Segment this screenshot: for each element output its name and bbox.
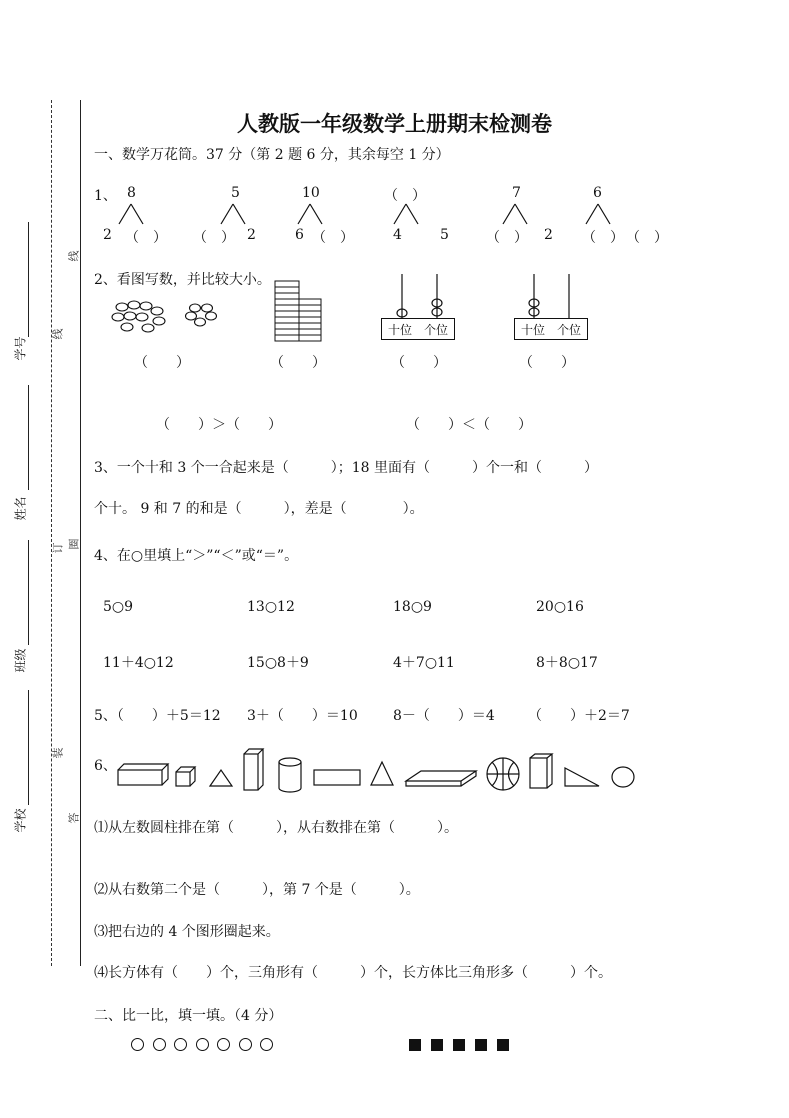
q1-right: （ ） — [626, 230, 668, 246]
compare-circle — [131, 1038, 144, 1051]
q1-branch — [393, 203, 423, 225]
q1-left: 4 — [393, 227, 402, 243]
q1-right: 2 — [544, 227, 553, 243]
q6-shapes-row — [116, 748, 638, 794]
q3-line-2: 个十。 9 和 7 的和是（ ），差是（ ）。 — [94, 501, 424, 517]
abacus-label-ones: 个位 — [557, 323, 582, 337]
shape-rectangle — [314, 770, 360, 785]
compare-square — [475, 1039, 487, 1051]
q5-item-2[interactable]: 3＋（ ）＝10 — [247, 708, 358, 724]
q4-row1-item-3[interactable]: 18○9 — [393, 599, 432, 615]
binding-solid-line — [80, 100, 81, 966]
q6-prefix: 6、 — [94, 758, 117, 774]
q1-branch — [297, 203, 327, 225]
shape-cylinder — [279, 758, 301, 792]
side-rule-4 — [28, 690, 29, 805]
q1-branch — [118, 203, 148, 225]
compare-circle — [153, 1038, 166, 1051]
shape-right-triangle — [565, 768, 599, 786]
compare-circle — [239, 1038, 252, 1051]
q1-right: 5 — [440, 227, 449, 243]
q2-answer-2[interactable]: （ ） — [270, 355, 326, 371]
seal-char-3: 订 — [51, 542, 65, 554]
q1-top: 7 — [512, 185, 521, 201]
q1-left: （ ） — [486, 230, 528, 246]
section2-heading: 二、比一比，填一填。（4 分） — [94, 1008, 283, 1024]
q2-ring-cluster-10 — [112, 300, 172, 336]
abacus-rods — [380, 272, 456, 318]
abacus-label-tens: 十位 — [521, 323, 546, 337]
q2-answer-1[interactable]: （ ） — [134, 355, 190, 371]
q4-row2-item-1[interactable]: 11＋4○12 — [103, 655, 174, 671]
q2-text: 2、看图写数，并比较大小。 — [94, 272, 271, 288]
seal-char-6: 答 — [67, 812, 81, 824]
q6-line-1: ⑴从左数圆柱排在第（ ），从右数排在第（ ）。 — [94, 820, 458, 836]
side-label-name: 姓名 — [13, 496, 28, 521]
side-label-class: 班级 — [13, 648, 28, 673]
q1-left: （ ） — [193, 230, 235, 246]
q1-branch — [502, 203, 532, 225]
q1-right: （ ） — [312, 230, 354, 246]
shape-ball — [487, 758, 519, 790]
section1-heading: 一、数学万花筒。37 分（第 2 题 6 分，其余每空 1 分） — [94, 147, 450, 163]
q1-top: （ ） — [384, 188, 426, 204]
compare-circle — [196, 1038, 209, 1051]
q6-line-3: ⑶把右边的 4 个图形圈起来。 — [94, 924, 280, 940]
binding-dashed-line-outer — [51, 100, 52, 966]
compare-square — [453, 1039, 465, 1051]
compare-circle — [217, 1038, 230, 1051]
compare-circle — [260, 1038, 273, 1051]
q2-answer-3[interactable]: （ ） — [391, 355, 447, 371]
q6-line-4: ⑷长方体有（ ）个，三角形有（ ）个，长方体比三角形多（ ）个。 — [94, 965, 612, 981]
seal-char-4: 圈 — [67, 538, 81, 550]
shape-oval — [612, 767, 634, 787]
side-rule-2 — [28, 385, 29, 490]
q2-compare-greater[interactable]: （ ）＞（ ） — [156, 417, 282, 433]
side-label-student-id: 学号 — [13, 336, 28, 361]
seal-char-2: 线 — [51, 328, 65, 340]
q4-row1-item-1[interactable]: 5○9 — [103, 599, 134, 615]
q1-branch — [220, 203, 250, 225]
q5-item-3[interactable]: 8－（ ）＝4 — [393, 708, 495, 724]
shape-triangle-2 — [371, 762, 393, 785]
q2-ring-cluster-5 — [186, 302, 220, 328]
shape-cube-small — [176, 767, 195, 786]
side-rule-1 — [28, 222, 29, 337]
q1-top: 6 — [593, 185, 602, 201]
side-rule-3 — [28, 540, 29, 645]
q4-row1-item-2[interactable]: 13○12 — [247, 599, 295, 615]
side-label-school: 学校 — [13, 808, 28, 833]
q1-right: 2 — [247, 227, 256, 243]
q1-top: 5 — [231, 185, 240, 201]
shape-cuboid-long — [118, 764, 168, 785]
q1-top: 8 — [127, 185, 136, 201]
q6-line-2: ⑵从右数第二个是（ ），第 7 个是（ ）。 — [94, 882, 420, 898]
q1-right: （ ） — [125, 230, 167, 246]
compare-square — [431, 1039, 443, 1051]
page-title: 人教版一年级数学上册期末检测卷 — [237, 111, 552, 136]
abacus-label-tens: 十位 — [388, 323, 413, 337]
q1-prefix: 1、 — [94, 188, 117, 204]
q2-answer-4[interactable]: （ ） — [519, 355, 575, 371]
q3-line-1: 3、一个十和 3 个一合起来是（ ）；18 里面有（ ）个一和（ ） — [94, 460, 598, 476]
shape-cuboid-upright — [530, 754, 552, 788]
q5-item-1[interactable]: 5、（ ）＋5＝12 — [94, 708, 221, 724]
q1-branch — [585, 203, 615, 225]
q5-item-4[interactable]: （ ）＋2＝7 — [528, 708, 630, 724]
compare-circle — [174, 1038, 187, 1051]
q1-top: 10 — [302, 185, 320, 201]
abacus-label-ones: 个位 — [424, 323, 449, 337]
q4-row2-item-4[interactable]: 8＋8○17 — [536, 655, 598, 671]
q2-compare-less[interactable]: （ ）＜（ ） — [406, 417, 532, 433]
q4-row2-item-3[interactable]: 4＋7○11 — [393, 655, 455, 671]
seal-char-1: 线 — [67, 250, 81, 262]
q2-counting-blocks — [274, 280, 324, 342]
q1-left: 2 — [103, 227, 112, 243]
q1-left: （ ） — [582, 230, 624, 246]
q1-left: 6 — [295, 227, 304, 243]
seal-char-5: 装 — [51, 747, 65, 759]
abacus-rods — [512, 272, 588, 318]
compare-square — [497, 1039, 509, 1051]
compare-square — [409, 1039, 421, 1051]
shape-triangle-1 — [210, 770, 232, 786]
shape-cuboid-tall — [244, 749, 263, 790]
q4-row2-item-2[interactable]: 15○8＋9 — [247, 655, 309, 671]
q4-row1-item-4[interactable]: 20○16 — [536, 599, 584, 615]
shape-cuboid-flat — [406, 771, 476, 786]
q4-text: 4、在○里填上“＞”“＜”或“＝”。 — [94, 548, 299, 564]
